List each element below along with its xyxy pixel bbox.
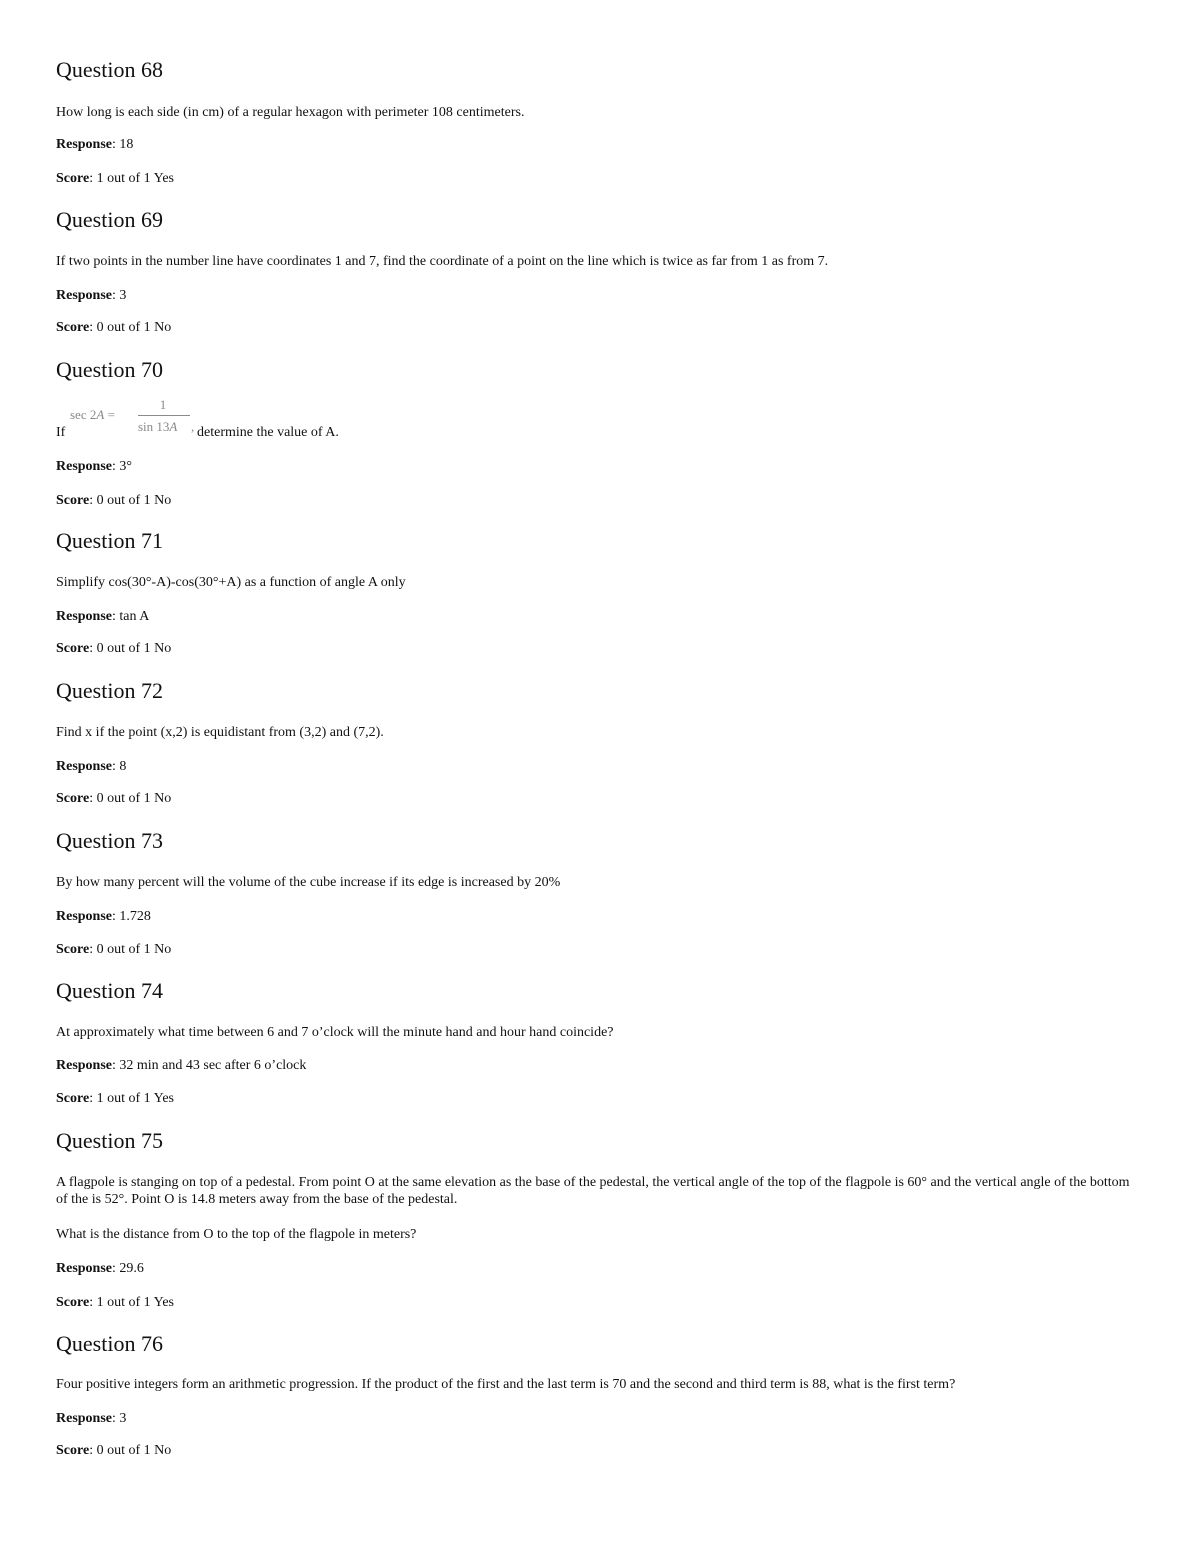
score-row: Score: 1 out of 1 Yes	[56, 171, 174, 186]
response-value: 8	[119, 759, 127, 774]
question-title: Question 68	[56, 57, 163, 82]
score-label: Score	[56, 493, 90, 508]
score-value: 1 out of 1 Yes	[96, 1091, 174, 1106]
score-value: 0 out of 1 No	[96, 493, 172, 508]
score-label: Score	[56, 641, 90, 656]
response-row: Response: 3	[56, 1411, 127, 1426]
score-row: Score: 1 out of 1 Yes	[56, 1091, 174, 1106]
question-75	[56, 1128, 1146, 1310]
formula-den-var: A	[169, 419, 178, 434]
question-text-suffix: determine the value of A.	[197, 425, 339, 440]
question-69	[56, 207, 1146, 335]
response-label: Response	[56, 288, 113, 303]
score-value: 0 out of 1 No	[96, 320, 172, 335]
formula-numerator: 1	[159, 397, 167, 412]
formula-comma: ,	[191, 419, 195, 434]
question-text: Find x if the point (x,2) is equidistant from (3,2) and (7,2).	[56, 725, 384, 740]
response-row: Response: 1.728	[56, 909, 151, 924]
formula-lhs-func: sec 2	[70, 407, 97, 422]
response-value: 29.6	[119, 1261, 144, 1276]
response-value: 18	[119, 137, 134, 152]
score-label: Score	[56, 1295, 90, 1310]
score-label: Score	[56, 1091, 90, 1106]
score-row: Score: 0 out of 1 No	[56, 791, 172, 806]
score-value: 0 out of 1 No	[96, 791, 172, 806]
question-73	[56, 828, 1146, 957]
score-label: Score	[56, 1443, 90, 1458]
score-row: Score: 1 out of 1 Yes	[56, 1295, 174, 1310]
score-label: Score	[56, 171, 90, 186]
response-label: Response	[56, 1058, 113, 1073]
formula-den-func: sin 13	[138, 419, 170, 434]
secant-equation-formula	[70, 397, 196, 442]
formula-lhs-var: A	[96, 407, 105, 422]
response-value: 3°	[119, 459, 133, 474]
question-title: Question 72	[56, 678, 163, 703]
score-value: 0 out of 1 No	[96, 942, 172, 957]
fraction-bar	[138, 415, 190, 416]
question-text: A flagpole is stanging on top of a pedestal. From point O at the same elevation as the base of the pedestal, the vertical angle of the top of the flagpole is 60° and the vertical angle of the bottom of the is 52°. Point O is 14.8 meters away from the base of the pedestal.	[56, 1175, 1130, 1207]
response-label: Response	[56, 459, 113, 474]
question-text: Four positive integers form an arithmetic progression. If the product of the first and the last term is 70 and the second and third term is 88, what is the first term?	[56, 1377, 956, 1392]
question-70	[56, 357, 1146, 508]
score-value: 1 out of 1 Yes	[96, 171, 174, 186]
score-row: Score: 0 out of 1 No	[56, 493, 172, 508]
formula-equals: =	[104, 407, 115, 422]
question-text-prefix: If	[56, 425, 66, 440]
question-text: If two points in the number line have coordinates 1 and 7, find the coordinate of a point on the line which is twice as far from 1 as from 7.	[56, 254, 829, 269]
score-value: 1 out of 1 Yes	[96, 1295, 174, 1310]
response-value: tan A	[119, 609, 150, 624]
response-value: 32 min and 43 sec after 6 o’clock	[119, 1058, 307, 1073]
score-row: Score: 0 out of 1 No	[56, 1443, 172, 1458]
response-row: Response: 29.6	[56, 1261, 144, 1276]
score-value: 0 out of 1 No	[96, 641, 172, 656]
response-label: Response	[56, 609, 113, 624]
question-title: Question 69	[56, 207, 163, 232]
response-row: Response: 3	[56, 288, 127, 303]
response-label: Response	[56, 909, 113, 924]
score-row: Score: 0 out of 1 No	[56, 320, 172, 335]
response-label: Response	[56, 1411, 113, 1426]
response-label: Response	[56, 1261, 113, 1276]
response-row: Response: 32 min and 43 sec after 6 o’clock	[56, 1058, 307, 1073]
question-72	[56, 678, 1146, 806]
question-71	[56, 528, 1146, 656]
response-row: Response: tan A	[56, 609, 150, 624]
question-title: Question 74	[56, 978, 163, 1003]
question-title: Question 70	[56, 357, 163, 382]
formula-denominator	[138, 418, 177, 435]
score-value: 0 out of 1 No	[96, 1443, 172, 1458]
response-row: Response: 3°	[56, 459, 133, 474]
score-row: Score: 0 out of 1 No	[56, 942, 172, 957]
response-label: Response	[56, 137, 113, 152]
question-title: Question 76	[56, 1331, 163, 1356]
question-title: Question 73	[56, 828, 163, 853]
response-value: 3	[119, 1411, 127, 1426]
formula-lhs	[70, 406, 115, 423]
score-row: Score: 0 out of 1 No	[56, 641, 172, 656]
response-value: 3	[119, 288, 127, 303]
question-title: Question 75	[56, 1128, 163, 1153]
response-row: Response: 18	[56, 137, 134, 152]
question-title: Question 71	[56, 528, 163, 553]
question-text: By how many percent will the volume of the cube increase if its edge is increased by 20%	[56, 875, 561, 890]
response-label: Response	[56, 759, 113, 774]
question-68	[56, 57, 1146, 186]
question-text: Simplify cos(30°-A)-cos(30°+A) as a function of angle A only	[56, 575, 406, 590]
question-76	[56, 1331, 1146, 1458]
question-text: How long is each side (in cm) of a regular hexagon with perimeter 108 centimeters.	[56, 105, 525, 120]
score-label: Score	[56, 320, 90, 335]
question-74	[56, 978, 1146, 1106]
score-label: Score	[56, 942, 90, 957]
response-value: 1.728	[119, 909, 151, 924]
response-row: Response: 8	[56, 759, 127, 774]
question-text-followup: What is the distance from O to the top of the flagpole in meters?	[56, 1227, 417, 1242]
question-text: At approximately what time between 6 and 7 o’clock will the minute hand and hour hand coincide?	[56, 1025, 614, 1040]
score-label: Score	[56, 791, 90, 806]
